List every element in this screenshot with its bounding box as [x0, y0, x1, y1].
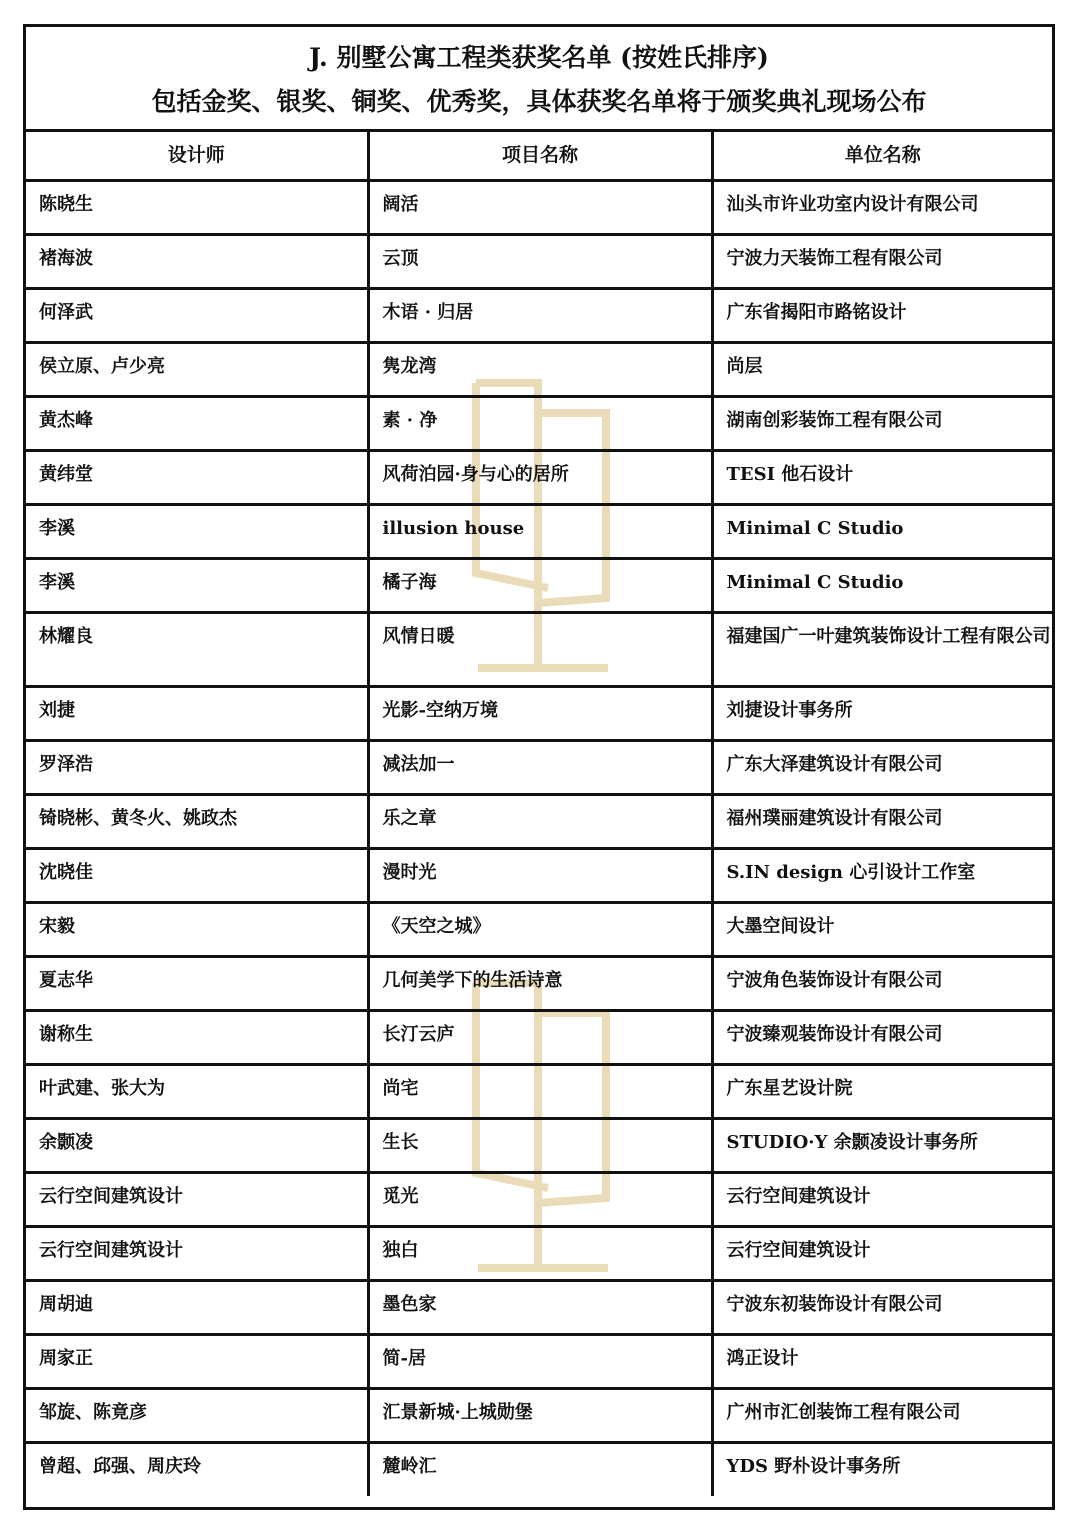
table-row: [26, 1334, 1052, 1388]
cell-project: 木语 · 归居: [368, 288, 712, 342]
table-row: [26, 794, 1052, 848]
cell-project: 长汀云庐: [368, 1010, 712, 1064]
page-title: J. 别墅公寓工程类获奖名单 (按姓氏排序): [309, 43, 769, 72]
cell-project: 风情日暖: [368, 612, 712, 686]
cell-project: 尚宅: [368, 1064, 712, 1118]
cell-designer: 夏志华: [26, 956, 368, 1010]
table-header-row: [26, 132, 1052, 180]
table-row: [26, 848, 1052, 902]
cell-company: TESI 他石设计: [712, 450, 1052, 504]
cell-company: 广州市汇创装饰工程有限公司: [712, 1388, 1052, 1442]
page-subtitle: 包括金奖、银奖、铜奖、优秀奖，具体获奖名单将于颁奖典礼现场公布: [151, 87, 927, 116]
cell-designer: 黄纬堂: [26, 450, 368, 504]
cell-company: 宁波角色装饰设计有限公司: [712, 956, 1052, 1010]
cell-project: 生长: [368, 1118, 712, 1172]
cell-project: 乐之章: [368, 794, 712, 848]
cell-project: 隽龙湾: [368, 342, 712, 396]
table-row: [26, 902, 1052, 956]
column-header-designer: 设计师: [26, 132, 368, 180]
cell-project: illusion house: [368, 504, 712, 558]
cell-project: 光影-空纳万境: [368, 686, 712, 740]
cell-project: 墨色家: [368, 1280, 712, 1334]
cell-project: 独白: [368, 1226, 712, 1280]
column-header-project: 项目名称: [368, 132, 712, 180]
cell-project: 减法加一: [368, 740, 712, 794]
cell-designer: 李溪: [26, 558, 368, 612]
table-row: [26, 180, 1052, 234]
cell-designer: 宋毅: [26, 902, 368, 956]
cell-project: 素 · 净: [368, 396, 712, 450]
cell-company: Minimal C Studio: [712, 504, 1052, 558]
award-table: [26, 132, 1052, 1496]
table-row: [26, 288, 1052, 342]
table-row: [26, 1172, 1052, 1226]
table-body: [26, 180, 1052, 1496]
table-row: [26, 396, 1052, 450]
cell-project: 云顶: [368, 234, 712, 288]
cell-project: 几何美学下的生活诗意: [368, 956, 712, 1010]
table-row: [26, 504, 1052, 558]
cell-project: 风荷泊园·身与心的居所: [368, 450, 712, 504]
table-row: [26, 1226, 1052, 1280]
cell-company: S.IN design 心引设计工作室: [712, 848, 1052, 902]
title-block: [26, 27, 1052, 132]
cell-project: 漫时光: [368, 848, 712, 902]
cell-designer: 叶武建、张大为: [26, 1064, 368, 1118]
cell-company: 宁波臻观装饰设计有限公司: [712, 1010, 1052, 1064]
cell-project: 汇景新城·上城勋堡: [368, 1388, 712, 1442]
table-row: [26, 1388, 1052, 1442]
cell-project: 觅光: [368, 1172, 712, 1226]
cell-designer: 侯立原、卢少亮: [26, 342, 368, 396]
cell-company: 汕头市许业功室内设计有限公司: [712, 180, 1052, 234]
cell-company: YDS 野朴设计事务所: [712, 1442, 1052, 1496]
column-header-company: 单位名称: [712, 132, 1052, 180]
cell-company: 广东省揭阳市路铭设计: [712, 288, 1052, 342]
cell-company: Minimal C Studio: [712, 558, 1052, 612]
table-row: [26, 956, 1052, 1010]
cell-designer: 褚海波: [26, 234, 368, 288]
cell-company: 云行空间建筑设计: [712, 1226, 1052, 1280]
cell-designer: 沈晓佳: [26, 848, 368, 902]
table-row: [26, 612, 1052, 686]
table-row: [26, 1064, 1052, 1118]
cell-project: 阔活: [368, 180, 712, 234]
table-row: [26, 234, 1052, 288]
cell-company: 福建国广一叶建筑装饰设计工程有限公司: [712, 612, 1052, 686]
cell-company: STUDIO·Y 余颢凌设计事务所: [712, 1118, 1052, 1172]
cell-company: 宁波力天装饰工程有限公司: [712, 234, 1052, 288]
cell-designer: 罗泽浩: [26, 740, 368, 794]
cell-project: 《天空之城》: [368, 902, 712, 956]
table-row: [26, 1118, 1052, 1172]
cell-designer: 邹旋、陈竟彦: [26, 1388, 368, 1442]
cell-company: 尚层: [712, 342, 1052, 396]
cell-company: 云行空间建筑设计: [712, 1172, 1052, 1226]
cell-designer: 周胡迪: [26, 1280, 368, 1334]
cell-company: 刘捷设计事务所: [712, 686, 1052, 740]
cell-designer: 陈晓生: [26, 180, 368, 234]
cell-designer: 云行空间建筑设计: [26, 1226, 368, 1280]
cell-company: 鸿正设计: [712, 1334, 1052, 1388]
table-row: [26, 1010, 1052, 1064]
table-row: [26, 740, 1052, 794]
cell-designer: 周家正: [26, 1334, 368, 1388]
cell-designer: 刘捷: [26, 686, 368, 740]
cell-company: 广东星艺设计院: [712, 1064, 1052, 1118]
cell-designer: 何泽武: [26, 288, 368, 342]
cell-project: 简-居: [368, 1334, 712, 1388]
award-list-sheet: [23, 24, 1055, 1510]
cell-designer: 云行空间建筑设计: [26, 1172, 368, 1226]
table-row: [26, 1442, 1052, 1496]
cell-designer: 曾超、邱强、周庆玲: [26, 1442, 368, 1496]
cell-designer: 林耀良: [26, 612, 368, 686]
cell-company: 大墨空间设计: [712, 902, 1052, 956]
cell-company: 广东大泽建筑设计有限公司: [712, 740, 1052, 794]
cell-designer: 锜晓彬、黄冬火、姚政杰: [26, 794, 368, 848]
table-row: [26, 558, 1052, 612]
cell-designer: 黄杰峰: [26, 396, 368, 450]
cell-project: 橘子海: [368, 558, 712, 612]
cell-designer: 李溪: [26, 504, 368, 558]
cell-company: 湖南创彩装饰工程有限公司: [712, 396, 1052, 450]
cell-company: 福州璞丽建筑设计有限公司: [712, 794, 1052, 848]
table-row: [26, 686, 1052, 740]
cell-designer: 余颢凌: [26, 1118, 368, 1172]
cell-designer: 谢称生: [26, 1010, 368, 1064]
cell-project: 麓岭汇: [368, 1442, 712, 1496]
table-row: [26, 1280, 1052, 1334]
table-row: [26, 342, 1052, 396]
cell-company: 宁波东初装饰设计有限公司: [712, 1280, 1052, 1334]
table-row: [26, 450, 1052, 504]
